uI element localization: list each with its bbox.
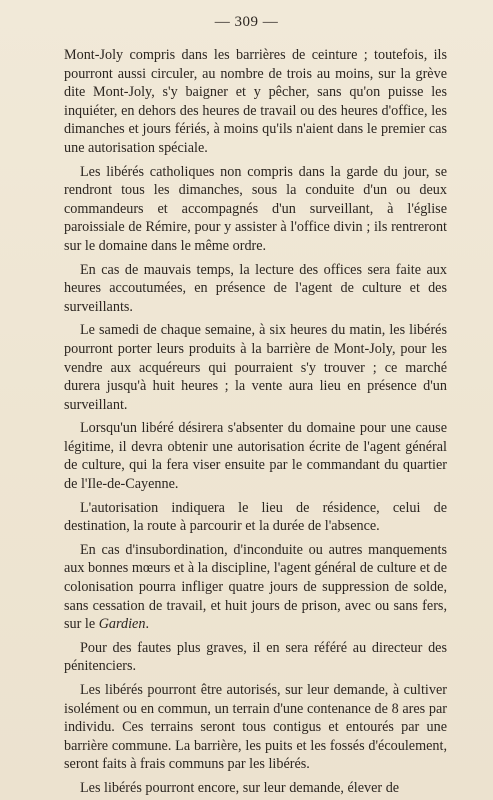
paragraph-1: Mont-Joly compris dans les barrières de ceinture ; toutefois, ils pourront aussi circuler, au nombre de trois au moins, sur la grève dite Mont-Joly, s'y baigner et y pêcher, sans qu'on puisse les inquiéter, en dehors des heures de travail ou des heures d'office, les dimanches et jours fériés, à moins qu'ils n'aient dans le premier cas une autorisation spéciale. (64, 47, 447, 156)
paragraph-8: Pour des fautes plus graves, il en sera référé au directeur des pénitenciers. (64, 639, 447, 675)
paragraph-5: Lorsqu'un libéré désirera s'absenter du domaine pour une cause légitime, il devra obtenir une autorisation écrite de l'agent général de culture, qui la fera viser ensuite par le commandant du quartier de l'Ile-de-Cayenne. (64, 420, 447, 493)
paragraph-7-text: En cas d'insubordination, d'inconduite ou autres manquements aux bonnes mœurs et à la discipline, l'agent général de culture et de colonisation pourra infliger quatre jours de suppression de solde, sans cessation de travail, et huit jours de prison, avec ou sans fers, sur le (64, 541, 447, 633)
paragraph-7 (64, 541, 447, 634)
paragraph-3: En cas de mauvais temps, la lecture des offices sera faite aux heures accoutumées, en présence de l'agent de culture et des surveillants. (64, 261, 447, 315)
gardien-term: Gardien (98, 616, 146, 633)
paragraph-7-end: . (145, 616, 149, 633)
paragraph-4: Le samedi de chaque semaine, à six heures du matin, les libérés pourront porter leurs produits à la barrière de Mont-Joly, pour les vendre aux acquéreurs qui pourraient s'y trouver ; ce marché durera jusqu'à huit heures ; la vente aura lieu en présence d'un surveillant. (64, 322, 447, 413)
paragraph-6: L'autorisation indiquera le lieu de résidence, celui de destination, la route à parcourir et la durée de l'absence. (64, 499, 447, 535)
paragraph-9: Les libérés pourront être autorisés, sur leur demande, à cultiver isolément ou en commun, un terrain d'une contenance de 8 ares par individu. Ces terrains seront tous contigus et entourés par une barrière commune. La barrière, les puits et les fossés d'écoulement, seront faits à frais communs par les libérés. (64, 682, 447, 773)
paragraph-10: Les libérés pourront encore, sur leur demande, élever de (80, 779, 400, 796)
body-text (64, 46, 447, 800)
page-number: — 309 — (214, 14, 279, 30)
paragraph-2: Les libérés catholiques non compris dans la garde du jour, se rendront tous les dimanches, sous la conduite d'un ou deux commandeurs et accompagnés d'un surveillant, à l'église paroissiale de Rémire, pour y assister à l'office divin ; ils rentreront sur le domaine dans le même ordre. (64, 163, 447, 254)
